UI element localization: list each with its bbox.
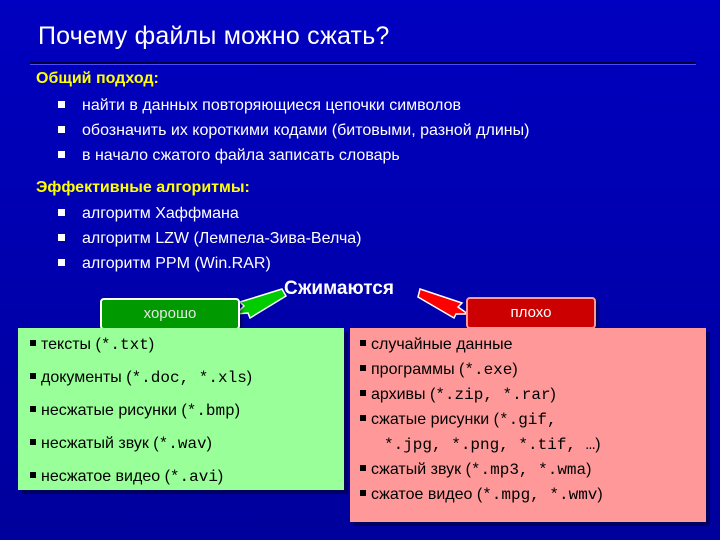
list-item: тексты (*.txt)	[30, 336, 252, 369]
bullet-square-icon	[30, 373, 36, 379]
good-files-panel	[18, 328, 344, 490]
list-item: алгоритм Хаффмана	[58, 201, 362, 226]
bullet-square-icon	[30, 340, 36, 346]
list-item: документы (*.doc, *.xls)	[30, 369, 252, 402]
general-approach-heading: Общий подход:	[36, 70, 159, 87]
bullet-square-icon	[360, 340, 366, 346]
good-files-list	[30, 336, 252, 501]
bullet-square-icon	[360, 365, 366, 371]
list-item: обозначить их короткими кодами (битовыми, разной длины)	[58, 118, 529, 143]
list-item: несжатые рисунки (*.bmp)	[30, 402, 252, 435]
list-item: архивы (*.zip, *.rar)	[360, 386, 603, 411]
list-item: найти в данных повторяющиеся цепочки символов	[58, 93, 529, 118]
list-item: в начало сжатого файла записать словарь	[58, 143, 529, 168]
list-item-continuation: *.jpg, *.png, *.tif, …)	[384, 436, 601, 454]
bullet-square-icon	[30, 406, 36, 412]
bullet-square-icon	[360, 390, 366, 396]
bad-files-panel	[350, 328, 706, 522]
list-item: алгоритм PPM (Win.RAR)	[58, 251, 362, 276]
list-item: случайные данные	[360, 336, 603, 361]
bad-label: плохо	[466, 297, 596, 329]
list-item: несжатое видео (*.avi)	[30, 468, 252, 501]
slide-title: Почему файлы можно сжать?	[38, 22, 390, 50]
red-arrow-icon	[418, 289, 468, 318]
list-item: сжатый звук (*.mp3, *.wma)	[360, 461, 603, 486]
list-item: сжатое видео (*.mpg, *.wmv)	[360, 486, 603, 511]
bad-files-list	[360, 336, 603, 511]
good-label: хорошо	[100, 298, 240, 330]
bullet-square-icon	[30, 439, 36, 445]
list-item: алгоритм LZW (Лемпела-Зива-Велча)	[58, 226, 362, 251]
bullet-square-icon	[30, 472, 36, 478]
bullet-square-icon	[360, 490, 366, 496]
list-item: программы (*.exe)	[360, 361, 603, 386]
compress-label: Сжимаются	[284, 278, 394, 299]
bullet-square-icon	[360, 465, 366, 471]
green-arrow-icon	[236, 289, 286, 318]
list-item: сжатые рисунки (*.gif,	[360, 411, 603, 436]
list-item: несжатый звук (*.wav)	[30, 435, 252, 468]
bullet-square-icon	[360, 415, 366, 421]
algorithms-heading: Эффективные алгоритмы:	[36, 179, 250, 196]
